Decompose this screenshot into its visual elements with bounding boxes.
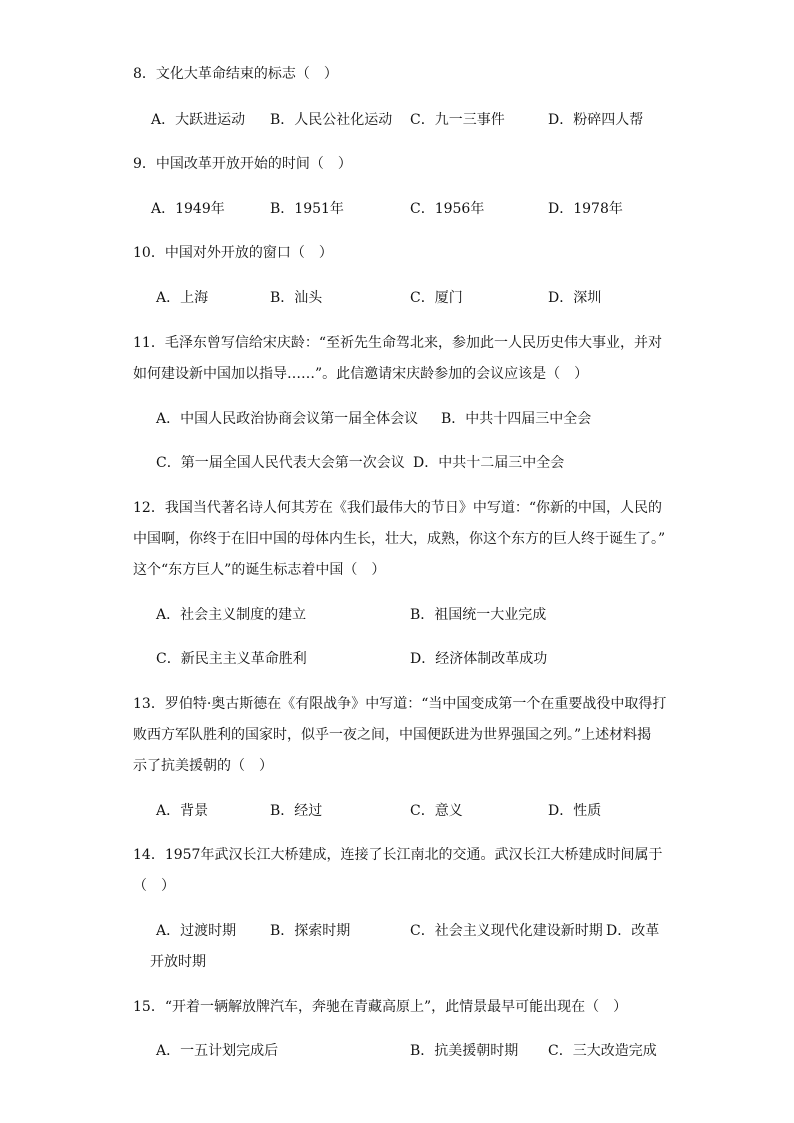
question-stem: 11．毛泽东曾写信给宋庆龄：“至祈先生命驾北来，参加此一人民历史伟大事业，并对 xyxy=(133,335,662,351)
option-a: A．社会主义制度的建立 xyxy=(156,607,307,623)
option-d: D．粉碎四人帮 xyxy=(548,112,644,128)
question-stem: 示了抗美援朝的（ ） xyxy=(133,758,273,774)
option-a: A．一五计划完成后 xyxy=(156,1043,279,1059)
question-stem: 败西方军队胜利的国家时，似乎一夜之间，中国便跃进为世界强国之列。”上述材料揭 xyxy=(133,727,652,743)
option-d: D．性质 xyxy=(548,803,602,819)
option-a: A．上海 xyxy=(156,290,209,306)
option-d: D．经济体制改革成功 xyxy=(410,651,548,667)
question-stem: 这个“东方巨人”的诞生标志着中国（ ） xyxy=(133,562,386,578)
question-stem: 15．“开着一辆解放牌汽车，奔驰在青藏高原上”，此情景最早可能出现在（ ） xyxy=(133,999,628,1015)
question-stem: 如何建设新中国加以指导……”。此信邀请宋庆龄参加的会议应该是（ ） xyxy=(133,366,589,382)
option-c: C．三大改造完成 xyxy=(548,1043,657,1059)
option-c: C．新民主主义革命胜利 xyxy=(156,651,307,667)
option-c: C．九一三事件 xyxy=(410,112,505,128)
question-stem: 9．中国改革开放开始的时间（ ） xyxy=(133,156,352,172)
option-c: C．社会主义现代化建设新时期 xyxy=(410,923,603,939)
option-c: C．厦门 xyxy=(410,290,463,306)
question-stem: 12．我国当代著名诗人何其芳在《我们最伟大的节日》中写道：“你新的中国，人民的 xyxy=(133,500,662,516)
option-b: B．抗美援朝时期 xyxy=(410,1043,519,1059)
question-stem: 中国啊，你终于在旧中国的母体内生长，壮大，成熟，你这个东方的巨人终于诞生了。” xyxy=(133,531,666,547)
question-stem: 13．罗伯特·奥古斯德在《有限战争》中写道：“当中国变成第一个在重要战役中取得打 xyxy=(133,696,667,712)
option-c: C．意义 xyxy=(410,803,463,819)
option-b: B．探索时期 xyxy=(270,923,351,939)
option-a: A．中国人民政治协商会议第一届全体会议 xyxy=(156,411,419,427)
question-stem: 10．中国对外开放的窗口（ ） xyxy=(133,245,333,261)
option-a: A．背景 xyxy=(156,803,209,819)
option-b: B．祖国统一大业完成 xyxy=(410,607,547,623)
question-stem: （ ） xyxy=(133,878,175,894)
option-b: B．中共十四届三中全会 xyxy=(441,411,592,427)
question-stem: 14．1957年武汉长江大桥建成，连接了长江南北的交通。武汉长江大桥建成时间属于 xyxy=(133,847,663,863)
option-a: A．1949年 xyxy=(151,201,225,217)
option-b: B．人民公社化运动 xyxy=(270,112,393,128)
option-b: B．汕头 xyxy=(270,290,323,306)
option-c: C．第一届全国人民代表大会第一次会议 xyxy=(156,455,405,471)
option-d-continued: 开放时期 xyxy=(150,954,206,970)
question-stem: 8．文化大革命结束的标志（ ） xyxy=(133,66,338,82)
option-d: D．深圳 xyxy=(548,290,602,306)
option-d: D．1978年 xyxy=(548,201,623,217)
option-a: A．过渡时期 xyxy=(156,923,237,939)
option-d: D．改革 xyxy=(606,923,660,939)
option-b: B．经过 xyxy=(270,803,323,819)
option-d: D．中共十二届三中全会 xyxy=(413,455,565,471)
option-b: B．1951年 xyxy=(270,201,344,217)
option-a: A．大跃进运动 xyxy=(151,112,246,128)
option-c: C．1956年 xyxy=(410,201,485,217)
